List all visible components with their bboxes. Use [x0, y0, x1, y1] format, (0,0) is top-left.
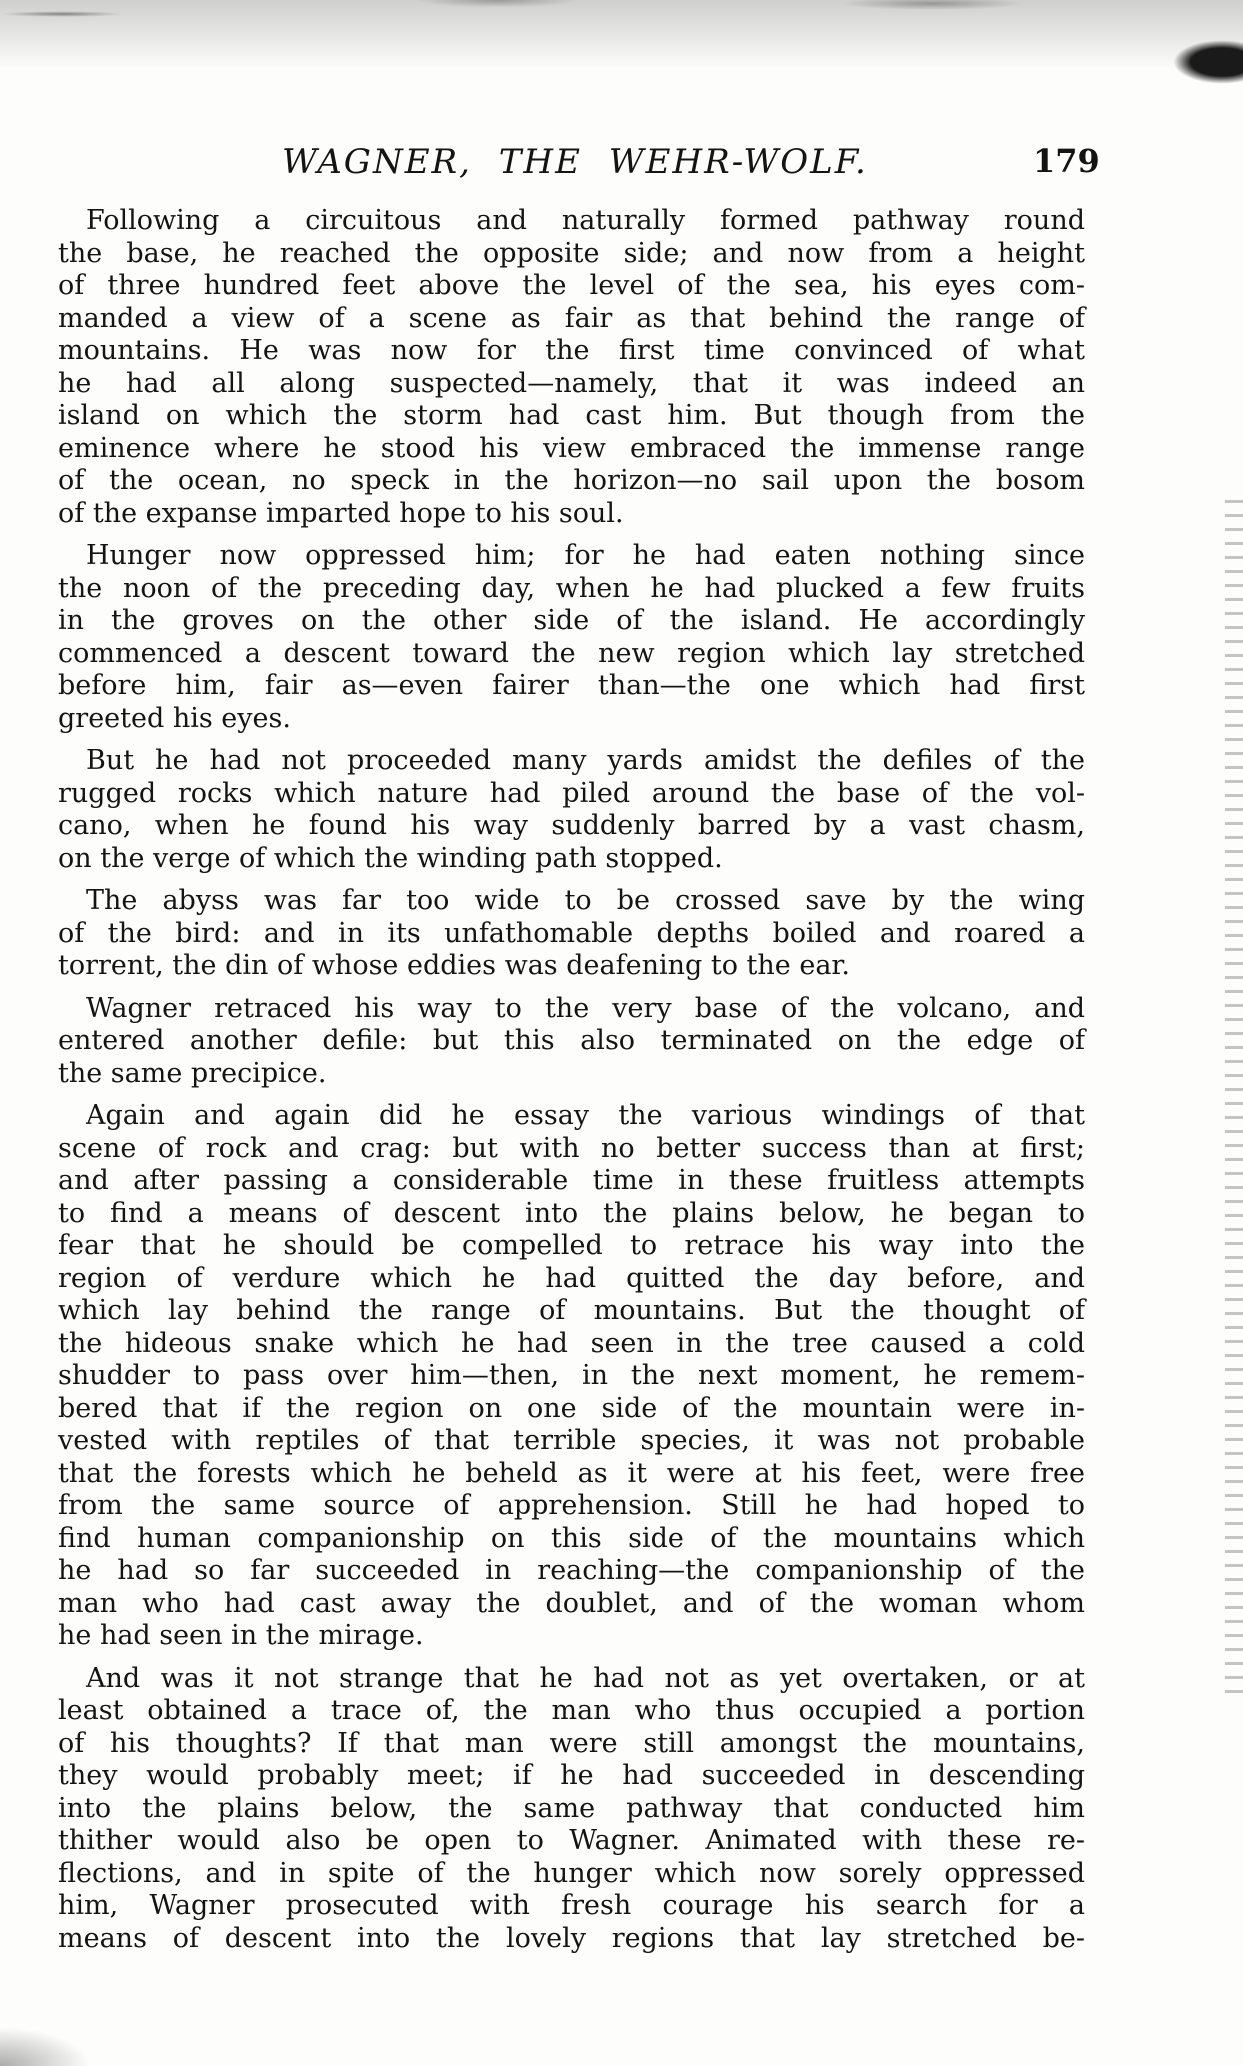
text-line: that the forests which he beheld as it were at his feet, were free — [58, 1457, 1085, 1489]
paragraph — [58, 205, 1085, 530]
text-line: fear that he should be compelled to retrace his way into the — [58, 1230, 1085, 1261]
text-line: the base, he reached the opposite side; and now from a height — [58, 237, 1085, 269]
scan-edge-bottom — [0, 2006, 140, 2066]
text-line: shudder to pass over him—then, in the next moment, he remem- — [58, 1360, 1085, 1391]
text-line: him, Wagner prosecuted with fresh courage his search for a — [58, 1890, 1085, 1921]
scan-edge-top — [0, 0, 1243, 70]
text-line: greeted his eyes. — [58, 702, 291, 734]
text-line: Hunger now oppressed him; for he had eaten nothing since — [86, 540, 1085, 571]
paragraph — [58, 1663, 1085, 1956]
text-line: into the plains below, the same pathway that conducted him — [58, 1792, 1085, 1824]
text-line: flections, and in spite of the hunger which now sorely oppressed — [58, 1857, 1085, 1889]
text-line: rugged rocks which nature had piled around the base of the vol- — [58, 777, 1085, 809]
scan-edge-right — [1225, 500, 1243, 1700]
text-line: vested with reptiles of that terrible species, it was not probable — [58, 1425, 1085, 1456]
text-line: he had so far succeeded in reaching—the companionship of the — [58, 1555, 1085, 1586]
text-line: and after passing a considerable time in these fruitless attempts — [58, 1165, 1085, 1196]
text-line: he had seen in the mirage. — [58, 1620, 424, 1651]
paragraph — [58, 1100, 1085, 1653]
text-line: Again and again did he essay the various windings of that — [86, 1100, 1085, 1131]
text-line: on the verge of which the winding path stopped. — [58, 842, 723, 874]
text-line: thither would also be open to Wagner. Animated with these re- — [58, 1825, 1085, 1856]
text-line: And was it not strange that he had not as yet overtaken, or at — [86, 1662, 1085, 1694]
ink-blot — [1173, 40, 1243, 84]
text-line: means of descent into the lovely regions that lay stretched be- — [58, 1922, 1085, 1954]
text-line: of his thoughts? If that man were still amongst the mountains, — [58, 1727, 1085, 1759]
text-line: find human companionship on this side of the mountains which — [58, 1522, 1085, 1554]
text-line: in the groves on the other side of the island. He accordingly — [58, 605, 1085, 636]
text-line: least obtained a trace of, the man who thus occupied a portion — [58, 1695, 1085, 1726]
text-line: which lay behind the range of mountains. But the thought of — [58, 1295, 1085, 1326]
text-line: bered that if the region on one side of the mountain were in- — [58, 1392, 1085, 1424]
text-line: commenced a descent toward the new region which lay stretched — [58, 637, 1085, 669]
text-line: region of verdure which he had quitted the day before, and — [58, 1262, 1085, 1294]
page-number: 179 — [1033, 142, 1100, 180]
text-line: he had all along suspected—namely, that it was indeed an — [58, 367, 1085, 399]
text-line: Wagner retraced his way to the very base of the volcano, and — [86, 992, 1085, 1024]
text-line: scene of rock and crag: but with no better success than at first; — [58, 1132, 1085, 1164]
paragraph — [58, 540, 1085, 735]
paragraph — [58, 885, 1085, 983]
text-line: man who had cast away the doublet, and of the woman whom — [58, 1587, 1085, 1619]
text-line: of the expanse imparted hope to his soul. — [58, 497, 624, 529]
text-line: But he had not proceeded many yards amidst the defiles of the — [86, 745, 1085, 776]
text-line: island on which the storm had cast him. But though from the — [58, 400, 1085, 431]
text-line: manded a view of a scene as fair as that behind the range of — [58, 302, 1085, 334]
text-line: of three hundred feet above the level of the sea, his eyes com- — [58, 270, 1085, 301]
text-line: Following a circuitous and naturally formed pathway round — [86, 205, 1085, 236]
paragraph — [58, 993, 1085, 1091]
body-text — [58, 205, 1085, 1965]
running-title: WAGNER, THE WEHR-WOLF. — [282, 142, 868, 182]
text-line: the same precipice. — [58, 1057, 327, 1089]
text-line: mountains. He was now for the first time convinced of what — [58, 335, 1085, 366]
text-line: eminence where he stood his view embraced the immense range — [58, 432, 1085, 464]
text-line: from the same source of apprehension. Still he had hoped to — [58, 1490, 1085, 1521]
text-line: the hideous snake which he had seen in the tree caused a cold — [58, 1327, 1085, 1359]
text-line: the noon of the preceding day, when he had plucked a few fruits — [58, 572, 1085, 604]
text-line: entered another defile: but this also terminated on the edge of — [58, 1025, 1085, 1056]
text-line: to find a means of descent into the plains below, he began to — [58, 1197, 1085, 1229]
text-line: torrent, the din of whose eddies was deafening to the ear. — [58, 950, 850, 981]
text-line: The abyss was far too wide to be crossed save by the wing — [86, 885, 1085, 916]
text-line: of the bird: and in its unfathomable depths boiled and roared a — [58, 917, 1085, 949]
text-line: of the ocean, no speck in the horizon—no sail upon the bosom — [58, 465, 1085, 496]
page-header — [0, 142, 1243, 192]
text-line: before him, fair as—even fairer than—the one which had first — [58, 670, 1085, 701]
text-line: they would probably meet; if he had succeeded in descending — [58, 1760, 1085, 1791]
paragraph — [58, 745, 1085, 875]
text-line: cano, when he found his way suddenly barred by a vast chasm, — [58, 810, 1085, 841]
